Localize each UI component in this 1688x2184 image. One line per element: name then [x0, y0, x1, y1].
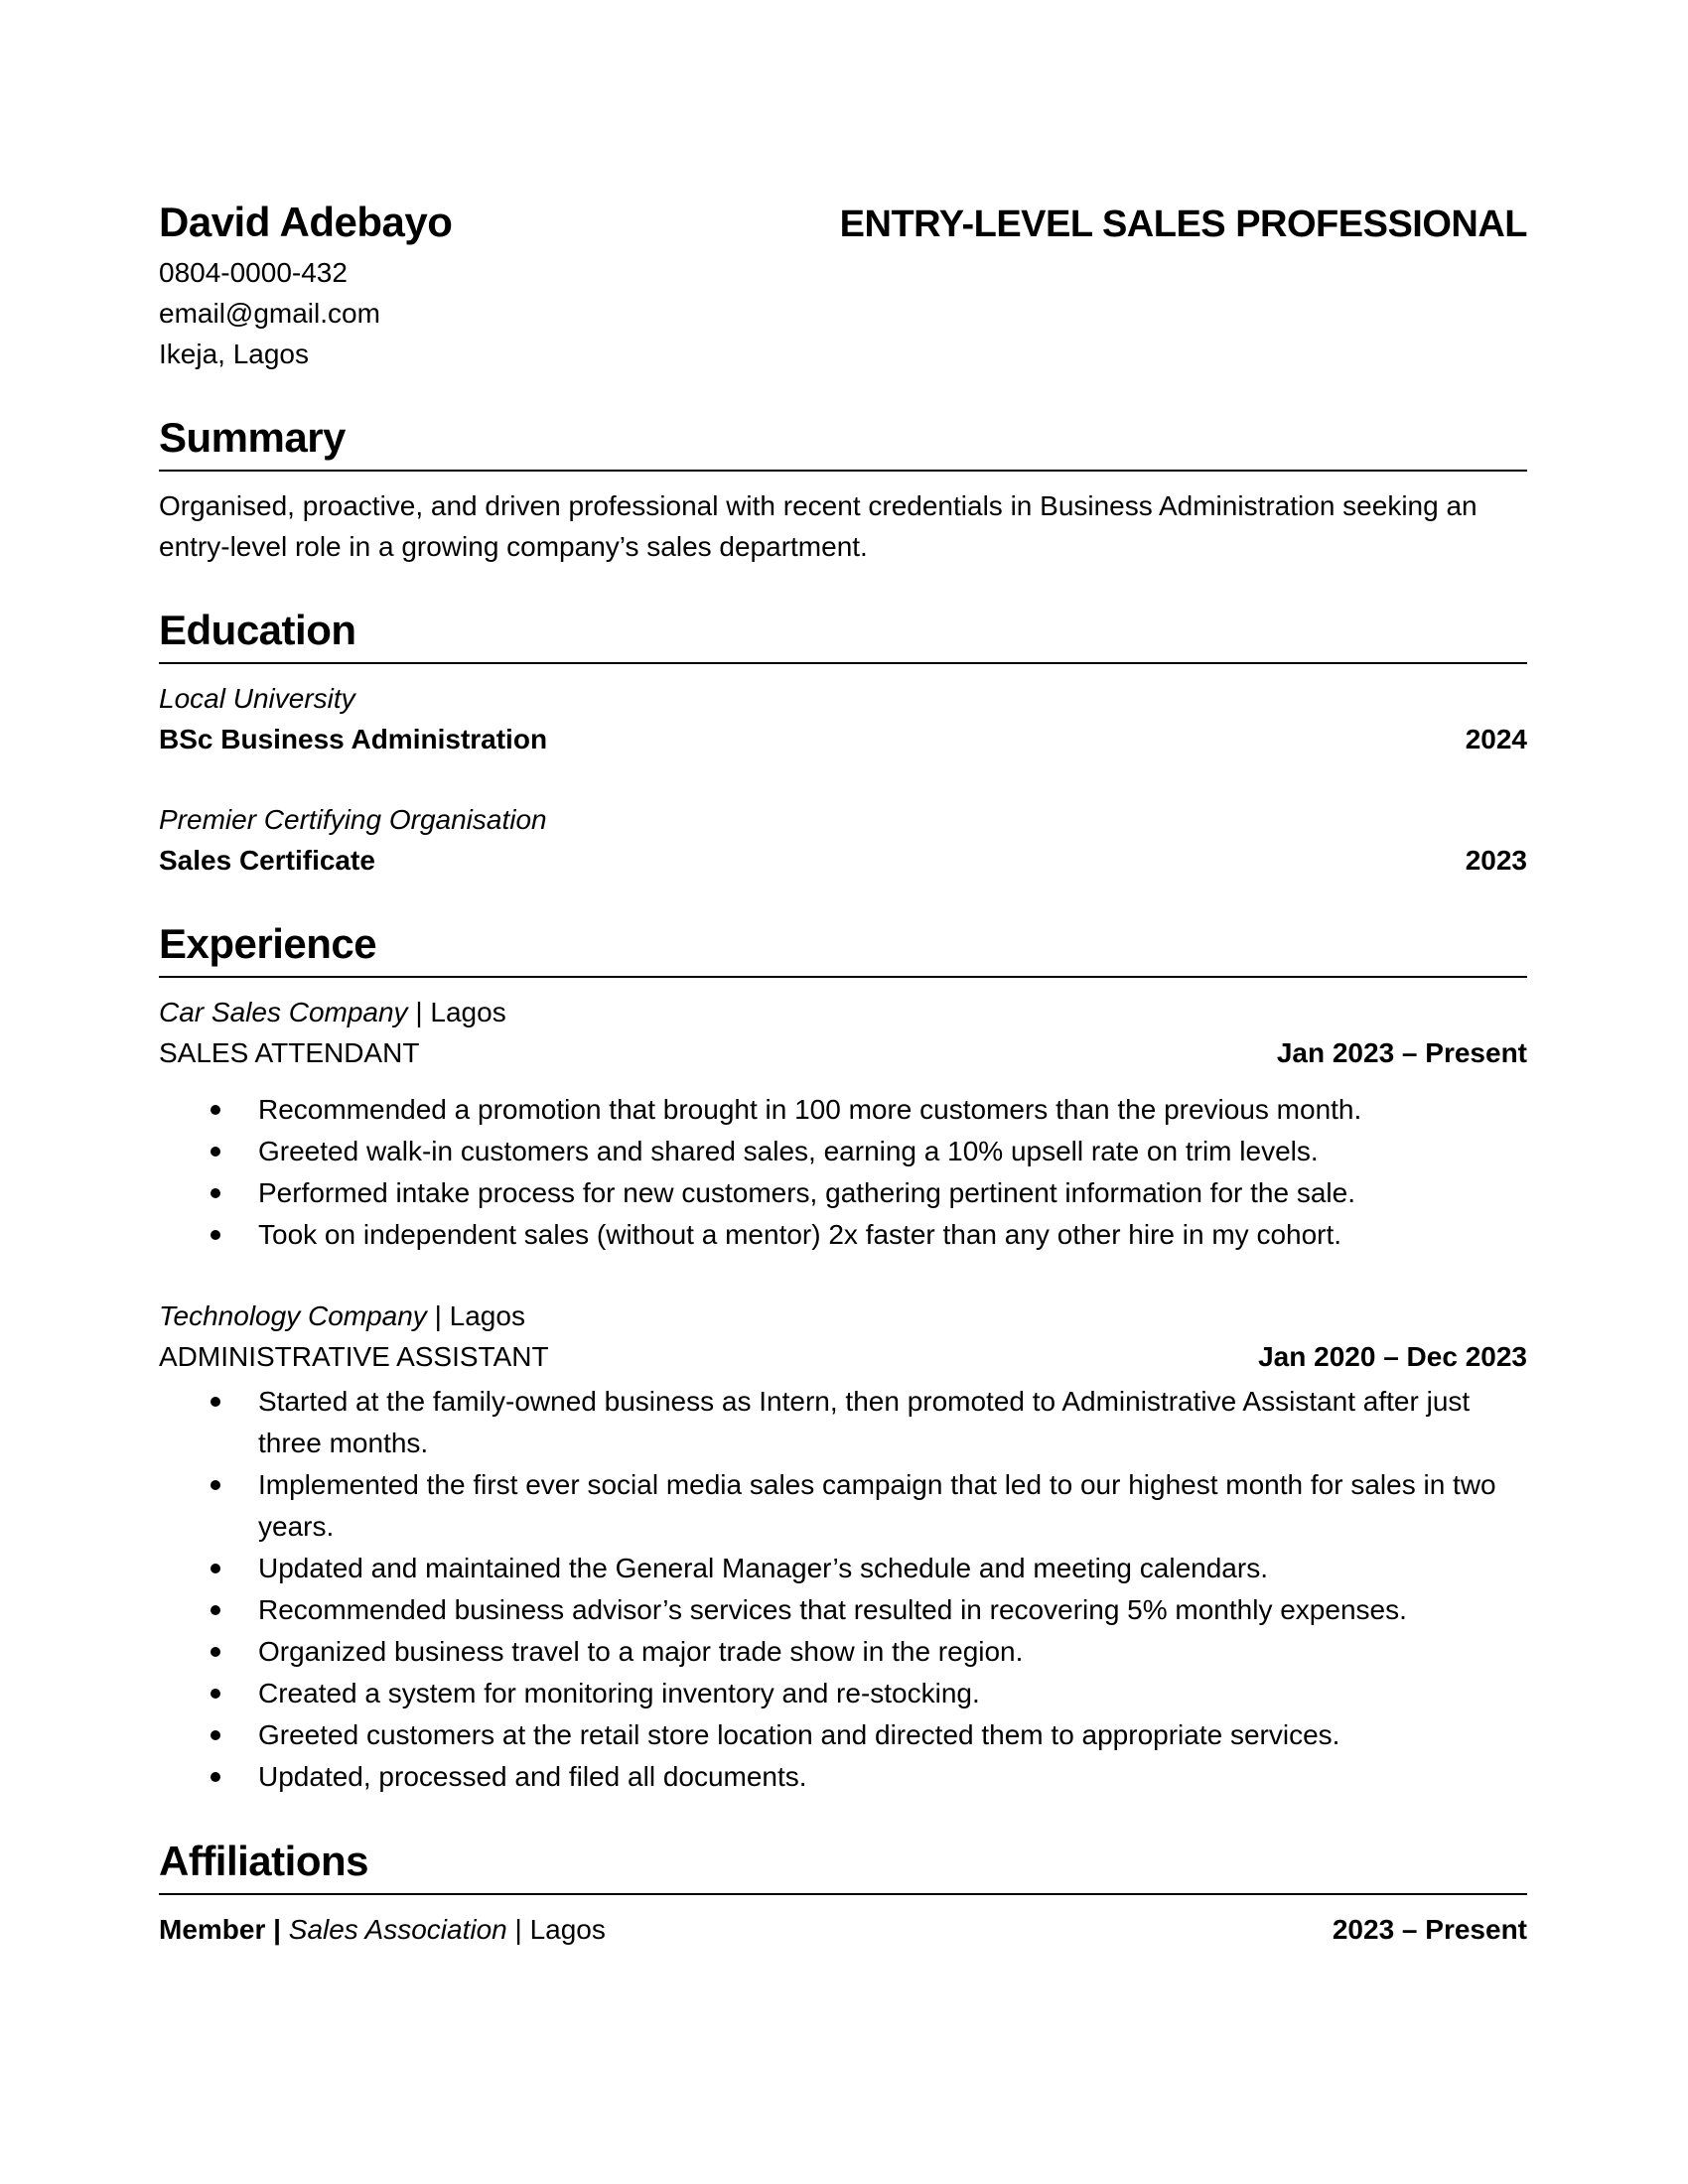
experience-location: Lagos: [430, 997, 506, 1027]
bullet-item: Performed intake process for new customers, gathering pertinent information for the sale.: [258, 1172, 1569, 1214]
experience-company: Technology Company: [159, 1300, 427, 1331]
contact-phone: 0804-0000-432: [159, 257, 348, 288]
affiliation-location: | Lagos: [514, 1914, 606, 1945]
resume-page: [159, 199, 1527, 1950]
education-degree-row: [159, 840, 1527, 881]
experience-dates: Jan 2023 – Present: [1276, 1037, 1527, 1068]
bullet-item: Updated, processed and filed all documents.: [258, 1756, 1569, 1798]
section-heading-experience: Experience: [159, 916, 1527, 978]
experience-company-line: [159, 1296, 1527, 1336]
experience-role-row: [159, 1032, 1527, 1073]
bullet-item: Recommended business advisor’s services that resulted in recovering 5% monthly expenses.: [258, 1589, 1569, 1631]
experience-bullet-list: [159, 1089, 1569, 1256]
education-institution: Premier Certifying Organisation: [159, 804, 547, 835]
contact-email: email@gmail.com: [159, 298, 380, 329]
affiliation-row: [159, 1909, 1527, 1950]
education-section: [159, 603, 1527, 881]
education-entry: [159, 678, 1527, 759]
section-heading-summary: Summary: [159, 410, 1527, 472]
section-heading-affiliations: Affiliations: [159, 1834, 1527, 1895]
education-degree: Sales Certificate: [159, 845, 375, 876]
education-entry: [159, 799, 1527, 881]
summary-section: [159, 410, 1527, 567]
experience-separator: |: [426, 1300, 450, 1331]
education-degree: BSc Business Administration: [159, 724, 548, 754]
education-year: 2024: [1465, 724, 1527, 754]
bullet-item: Greeted customers at the retail store location and directed them to appropriate services.: [258, 1714, 1569, 1756]
resume-header: [159, 199, 1527, 246]
education-year: 2023: [1465, 845, 1527, 876]
bullet-item: Organized business travel to a major trade show in the region.: [258, 1631, 1569, 1673]
bullet-item: Greeted walk-in customers and shared sales, earning a 10% upsell rate on trim levels.: [258, 1131, 1569, 1172]
education-institution: Local University: [159, 683, 355, 714]
education-institution-line: [159, 799, 1527, 840]
bullet-item: Created a system for monitoring inventory and re-stocking.: [258, 1673, 1569, 1714]
affiliation-organisation: Sales Association: [288, 1914, 507, 1945]
experience-entry: [159, 992, 1527, 1256]
bullet-item: Started at the family-owned business as Intern, then promoted to Administrative Assistant after just three months.: [258, 1381, 1569, 1464]
affiliations-section: [159, 1834, 1527, 1950]
affiliation-role: Member |: [159, 1914, 281, 1945]
experience-company-line: [159, 992, 1527, 1032]
experience-bullet-list: [159, 1381, 1569, 1798]
experience-company: Car Sales Company: [159, 997, 408, 1027]
summary-text: Organised, proactive, and driven professional with recent credentials in Business Administration seeking an entry-level role in a growing company’s sales department.: [159, 490, 1477, 562]
experience-section: [159, 916, 1527, 1798]
experience-role-row: [159, 1336, 1527, 1377]
contact-info: [159, 252, 1527, 374]
target-job-title: ENTRY-LEVEL SALES PROFESSIONAL: [839, 204, 1527, 245]
bullet-item: Implemented the first ever social media sales campaign that led to our highest month for sales in two years.: [258, 1464, 1569, 1548]
affiliation-dates: 2023 – Present: [1332, 1914, 1527, 1945]
contact-location: Ikeja, Lagos: [159, 339, 309, 369]
education-degree-row: [159, 719, 1527, 759]
education-institution-line: [159, 678, 1527, 719]
experience-entry: [159, 1296, 1527, 1798]
experience-role: SALES ATTENDANT: [159, 1037, 420, 1068]
bullet-item: Recommended a promotion that brought in 100 more customers than the previous month.: [258, 1089, 1569, 1131]
candidate-name: David Adebayo: [159, 199, 453, 245]
experience-location: Lagos: [449, 1300, 525, 1331]
experience-dates: Jan 2020 – Dec 2023: [1258, 1341, 1527, 1372]
experience-role: ADMINISTRATIVE ASSISTANT: [159, 1341, 549, 1372]
bullet-item: Took on independent sales (without a mentor) 2x faster than any other hire in my cohort.: [258, 1214, 1569, 1256]
experience-separator: |: [407, 997, 431, 1027]
affiliation-details: [159, 1909, 606, 1950]
section-heading-education: Education: [159, 603, 1527, 664]
bullet-item: Updated and maintained the General Manager’s schedule and meeting calendars.: [258, 1548, 1569, 1589]
